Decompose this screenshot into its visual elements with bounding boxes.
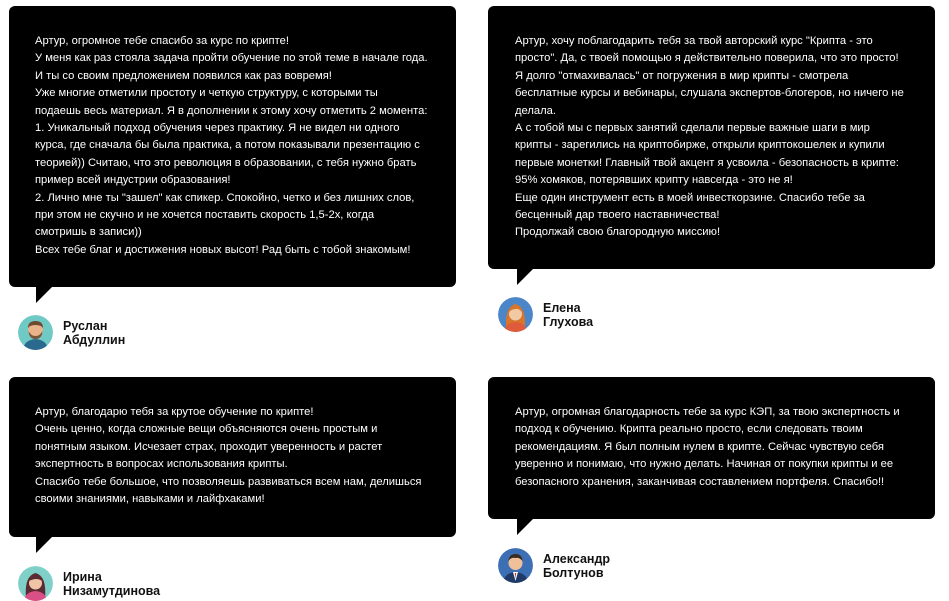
review-text: Артур, хочу поблагодарить тебя за твой авторский курс "Крипта - это просто". Да, с твоей помощью я действительно поверила, что это просто! Я долго "отмахивалась" от погружения в мир крипты - смотрела бесплатные курсы и вебинары, слушала экспертов-блогеров, но ничего не делала. А с тобой мы с первых занятий сделали первые важные шаги в мир крипты - зарегились на криптобирже, открыли криптокошелек и купили первые монетки! Главный твой акцент я усвоила - безопасность в крипте: 95% хомяков, потерявших крипту навсегда - это не я! Еще один инструмент есть в моей инвесткорзине. Спасибо тебе за бесценный дар твоего наставничества! Продолжай свою благородную миссию! bbox=[515, 35, 904, 239]
review-bubble bbox=[488, 377, 935, 519]
woman-orange-hair-avatar-icon bbox=[498, 297, 533, 332]
review-author bbox=[18, 566, 160, 601]
review-bubble bbox=[488, 6, 935, 269]
author-name: Ирина Низамутдинова bbox=[63, 569, 161, 598]
man-suit-avatar-icon bbox=[498, 548, 533, 583]
bubble-tail bbox=[36, 286, 53, 303]
review-text: Артур, огромная благодарность тебе за курс КЭП, за твою экспертность и подход к обучению. Крипта реально просто, если следовать твоим рекомендациям. Я был полным нулем в крипте. Сейчас чувствую себя уверенно и понимаю, что нужно делать. Начиная от покупки крипты и ее безопасного хранения, заканчивая составлением портфеля. Спасибо!! bbox=[515, 406, 900, 488]
author-name: Руслан Абдуллин bbox=[63, 318, 126, 347]
review-bubble bbox=[9, 6, 456, 287]
man-beard-avatar-icon bbox=[18, 315, 53, 350]
author-name: Александр Болтунов bbox=[543, 551, 611, 580]
review-author bbox=[498, 297, 593, 332]
review-bubble bbox=[9, 377, 456, 537]
bubble-tail bbox=[517, 518, 534, 535]
review-author bbox=[18, 315, 125, 350]
author-name: Елена Глухова bbox=[543, 300, 594, 329]
bubble-tail bbox=[36, 536, 53, 553]
review-text: Артур, огромное тебе спасибо за курс по крипте! У меня как раз стояла задача пройти обучение по этой теме в начале года. И ты со своим предложением появился как раз вовремя! Уже многие отметили простоту и четкую структуру, с которыми ты подаешь весь материал. Я в дополнении к этому хочу отметить 2 момента: 1. Уникальный подход обучения через практику. Я не видел ни одного курса, где сначала бы была практика, а потом показывали презентацию с теорией)) Считаю, что это революция в образовании, с тебя нужно брать пример всей индустрии образования! 2. Лично мне ты "зашел" как спикер. Спокойно, четко и без лишних слов, при этом не скучно и не хочется поставить скорость 1,5-2х, когда смотришь в записи)) Всех тебе благ и достижения новых высот! Рад быть с тобой знакомым! bbox=[35, 35, 428, 256]
review-text: Артур, благодарю тебя за крутое обучение по крипте! Очень ценно, когда сложные вещи объясняются очень простым и понятным языком. Исчезает страх, проходит уверенность и растет экспертность в вопросах использования крипты. Спасибо тебе большое, что позволяешь развиваться всем нам, делишься своими знаниями, навыками и лайфхаками! bbox=[35, 406, 422, 506]
review-author bbox=[498, 548, 610, 583]
woman-dark-hair-avatar-icon bbox=[18, 566, 53, 601]
bubble-tail bbox=[517, 268, 534, 285]
